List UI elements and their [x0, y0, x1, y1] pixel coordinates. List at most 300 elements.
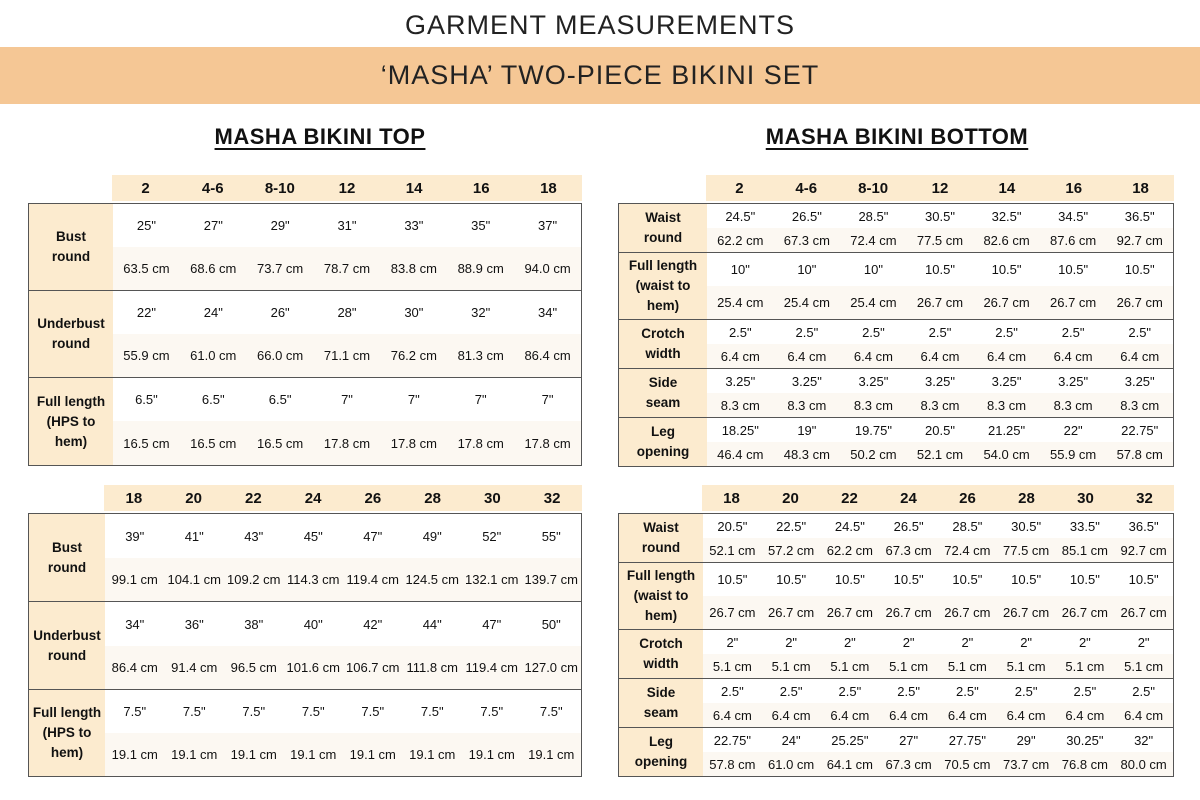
- inch-value: 7": [474, 392, 487, 407]
- size-label: 26: [959, 489, 976, 507]
- row-label: [29, 204, 113, 290]
- inch-value: 7.5": [420, 704, 444, 719]
- cm-value: 62.2 cm: [821, 538, 880, 562]
- cm-value: 67.3 cm: [774, 228, 841, 252]
- size-header: [112, 175, 582, 201]
- cm-value: 119.4 cm: [462, 646, 522, 689]
- row-values: [105, 602, 581, 689]
- cm-value: 6.4 cm: [1106, 344, 1173, 368]
- row-label: [619, 728, 703, 776]
- inch-value: 7.5": [242, 704, 266, 719]
- row-values: [105, 690, 581, 776]
- measurement-row: [619, 204, 1173, 253]
- inch-value: 22.75": [1121, 422, 1159, 438]
- cm-value: 26.7 cm: [762, 596, 821, 629]
- cm-value: 83.8 cm: [380, 247, 447, 290]
- cm-value: 26.7 cm: [821, 596, 880, 629]
- row-label-line: (HPS to: [42, 725, 92, 740]
- cm-value: 8.3 cm: [707, 393, 774, 417]
- inch-value: 24.5": [725, 208, 756, 224]
- inch-value: 2.5": [862, 324, 885, 340]
- cm-value: 92.7 cm: [1106, 228, 1173, 252]
- inch-value: 22": [1063, 422, 1083, 438]
- row-label-line: Waist: [645, 210, 681, 225]
- inch-value: 2": [843, 634, 856, 650]
- inch-value: 22.75": [713, 732, 751, 748]
- cm-value: 6.4 cm: [879, 703, 938, 727]
- inch-value: 26.5": [791, 208, 822, 224]
- inch-value: 18.25": [721, 422, 759, 438]
- row-label-line: round: [47, 647, 87, 663]
- inch-value: 10": [797, 262, 817, 277]
- inch-value: 39": [125, 528, 145, 544]
- inch-value: 2": [726, 634, 739, 650]
- inch-value: 38": [244, 616, 264, 632]
- size-label: 8-10: [858, 179, 889, 197]
- size-label: 4-6: [201, 179, 224, 197]
- row-label: [619, 253, 707, 319]
- cm-value: 17.8 cm: [514, 421, 581, 465]
- cm-value: 106.7 cm: [343, 646, 403, 689]
- cm-value: 109.2 cm: [224, 558, 284, 601]
- inch-value: 2": [961, 634, 974, 650]
- cm-value: 8.3 cm: [840, 393, 907, 417]
- size-label: 16: [472, 179, 490, 197]
- inch-value: 20.5": [925, 422, 955, 438]
- size-label: 24: [900, 489, 917, 507]
- row-label-line: Side: [646, 685, 676, 700]
- cm-value: 26.7 cm: [703, 596, 762, 629]
- cm-value: 6.4 cm: [938, 703, 997, 727]
- cm-value: 6.4 cm: [762, 703, 821, 727]
- cm-value: 19.1 cm: [105, 733, 165, 776]
- cm-value: 5.1 cm: [879, 654, 938, 678]
- inch-value: 26": [270, 305, 290, 320]
- row-label-line: seam: [645, 395, 681, 410]
- inch-value: 30.25": [1066, 732, 1104, 748]
- cm-value: 62.2 cm: [707, 228, 774, 252]
- cm-value: 6.4 cm: [1056, 703, 1115, 727]
- measurement-row: [29, 514, 581, 602]
- row-label-line: (waist to: [633, 588, 689, 603]
- cm-value: 50.2 cm: [840, 442, 907, 466]
- cm-value: 5.1 cm: [703, 654, 762, 678]
- row-label-line: round: [47, 559, 87, 575]
- row-label-line: round: [51, 249, 91, 264]
- cm-value: 76.8 cm: [1056, 752, 1115, 776]
- inch-value: 2.5": [956, 683, 979, 699]
- inch-value: 49": [422, 528, 442, 544]
- inch-value: 2.5": [1073, 683, 1097, 699]
- cm-value: 25.4 cm: [840, 286, 907, 319]
- inch-value: 3.25": [1058, 373, 1089, 389]
- row-label-line: round: [643, 230, 683, 245]
- inch-value: 2.5": [728, 324, 752, 340]
- row-values: [707, 204, 1173, 252]
- cm-value: 26.7 cm: [879, 596, 938, 629]
- row-values: [707, 418, 1173, 466]
- row-label-line: hem): [644, 608, 678, 623]
- inch-value: 10.5": [1069, 572, 1100, 587]
- row-values: [105, 514, 581, 601]
- row-label: [29, 291, 113, 377]
- inch-value: 55": [541, 528, 561, 544]
- measurement-row: [619, 728, 1173, 776]
- cm-value: 71.1 cm: [314, 334, 381, 377]
- cm-value: 6.4 cm: [821, 703, 880, 727]
- size-label: 32: [1136, 489, 1153, 507]
- cm-value: 55.9 cm: [113, 334, 180, 377]
- measurement-row: [619, 418, 1173, 466]
- row-values: [113, 378, 581, 465]
- product-banner: ‘MASHA’ TWO-PIECE BIKINI SET: [0, 47, 1200, 104]
- inch-value: 40": [303, 616, 323, 632]
- row-label: [29, 378, 113, 465]
- cm-value: 6.4 cm: [840, 344, 907, 368]
- inch-value: 6.5": [135, 392, 158, 407]
- cm-value: 68.6 cm: [180, 247, 247, 290]
- measurement-row: [619, 320, 1173, 369]
- inch-value: 10.5": [925, 262, 955, 277]
- cm-value: 52.1 cm: [703, 538, 762, 562]
- inch-value: 2.5": [995, 324, 1018, 340]
- cm-value: 76.2 cm: [380, 334, 447, 377]
- row-label: [619, 630, 703, 678]
- cm-value: 26.7 cm: [938, 596, 997, 629]
- measurement-row: [619, 630, 1173, 679]
- size-header: [706, 175, 1174, 201]
- row-label-line: (waist to: [635, 278, 691, 293]
- row-label: [619, 514, 703, 562]
- inch-value: 2.5": [1061, 324, 1085, 340]
- cm-value: 5.1 cm: [821, 654, 880, 678]
- row-label: [619, 204, 707, 252]
- inch-value: 30.5": [1011, 518, 1042, 534]
- cm-value: 66.0 cm: [247, 334, 314, 377]
- inch-value: 25.25": [831, 732, 869, 748]
- inch-value: 7": [407, 392, 420, 407]
- inch-value: 2.5": [1128, 324, 1152, 340]
- row-values: [703, 563, 1173, 629]
- row-label-line: seam: [643, 705, 679, 720]
- row-label-line: hem): [50, 745, 84, 760]
- inch-value: 10.5": [991, 262, 1022, 277]
- inch-value: 10": [730, 262, 750, 277]
- inch-value: 28.5": [858, 208, 889, 224]
- cm-value: 80.0 cm: [1114, 752, 1173, 776]
- row-label-line: Crotch: [641, 326, 685, 341]
- cm-value: 19.1 cm: [403, 733, 463, 776]
- inch-value: 7": [541, 392, 554, 407]
- inch-value: 3.25": [1124, 373, 1155, 389]
- cm-value: 5.1 cm: [997, 654, 1056, 678]
- inch-value: 27.75": [948, 732, 986, 748]
- inch-value: 43": [244, 528, 264, 544]
- inch-value: 2.5": [897, 683, 920, 699]
- cm-value: 6.4 cm: [774, 344, 841, 368]
- cm-value: 57.8 cm: [703, 752, 762, 776]
- cm-value: 82.6 cm: [973, 228, 1040, 252]
- row-label-line: Crotch: [639, 636, 683, 651]
- size-label: 22: [841, 489, 858, 507]
- cm-value: 99.1 cm: [105, 558, 165, 601]
- cm-value: 19.1 cm: [343, 733, 403, 776]
- cm-value: 114.3 cm: [284, 558, 344, 601]
- row-values: [703, 630, 1173, 678]
- size-label: 14: [998, 179, 1016, 197]
- cm-value: 5.1 cm: [1114, 654, 1173, 678]
- cm-value: 16.5 cm: [247, 421, 314, 465]
- top-heading: MASHA BIKINI TOP: [214, 124, 426, 149]
- row-values: [703, 679, 1173, 727]
- row-label-line: Full length: [628, 258, 698, 273]
- cm-value: 6.4 cm: [973, 344, 1040, 368]
- size-label: 30: [484, 489, 501, 507]
- size-label: 28: [424, 489, 441, 507]
- cm-value: 8.3 cm: [907, 393, 974, 417]
- row-label-line: round: [51, 336, 91, 351]
- cm-value: 8.3 cm: [1106, 393, 1173, 417]
- inch-value: 20.5": [717, 518, 748, 534]
- cm-value: 64.1 cm: [821, 752, 880, 776]
- cm-value: 26.7 cm: [1040, 286, 1107, 319]
- cm-value: 8.3 cm: [1040, 393, 1107, 417]
- inch-value: 22.5": [776, 518, 807, 534]
- page-title: GARMENT MEASUREMENTS: [404, 10, 796, 40]
- cm-value: 92.7 cm: [1114, 538, 1173, 562]
- inch-value: 34": [125, 616, 145, 632]
- inch-value: 10.5": [1058, 262, 1089, 277]
- inch-value: 34": [538, 305, 558, 320]
- size-header: [104, 485, 582, 511]
- inch-value: 32.5": [991, 208, 1022, 224]
- size-label: 18: [1132, 179, 1149, 197]
- inch-value: 27": [899, 732, 919, 748]
- cm-value: 85.1 cm: [1056, 538, 1115, 562]
- inch-value: 21.25": [987, 422, 1026, 438]
- cm-value: 8.3 cm: [774, 393, 841, 417]
- row-label-line: Leg: [650, 424, 675, 439]
- row-label: [29, 602, 105, 689]
- cm-value: 67.3 cm: [879, 752, 938, 776]
- inch-value: 10.5": [1011, 572, 1042, 587]
- inch-value: 37": [538, 218, 558, 233]
- row-values: [707, 320, 1173, 368]
- row-values: [707, 253, 1173, 319]
- size-label: 28: [1018, 489, 1035, 507]
- row-label-line: Leg: [648, 734, 673, 749]
- inch-value: 2": [902, 634, 915, 650]
- measurement-row: [29, 204, 581, 291]
- inch-value: 41": [184, 528, 204, 544]
- row-label-line: Waist: [643, 520, 679, 535]
- size-header: [702, 485, 1174, 511]
- inch-value: 3.25": [791, 373, 822, 389]
- cm-value: 78.7 cm: [314, 247, 381, 290]
- row-label-line: width: [645, 346, 681, 361]
- cm-value: 16.5 cm: [180, 421, 247, 465]
- inch-value: 7": [341, 392, 353, 407]
- inch-value: 36.5": [1128, 518, 1159, 534]
- cm-value: 26.7 cm: [997, 596, 1056, 629]
- inch-value: 3.25": [925, 373, 955, 389]
- cm-value: 17.8 cm: [380, 421, 447, 465]
- inch-value: 7.5": [480, 704, 504, 719]
- inch-value: 36.5": [1124, 208, 1155, 224]
- inch-value: 2.5": [779, 683, 803, 699]
- cm-value: 19.1 cm: [522, 733, 582, 776]
- row-label: [29, 514, 105, 601]
- row-label-line: hem): [646, 298, 680, 313]
- cm-value: 94.0 cm: [514, 247, 581, 290]
- inch-value: 10.5": [893, 572, 924, 587]
- cm-value: 57.8 cm: [1106, 442, 1173, 466]
- cm-value: 25.4 cm: [707, 286, 774, 319]
- inch-value: 28.5": [952, 518, 983, 534]
- inch-value: 22": [136, 305, 156, 320]
- cm-value: 61.0 cm: [762, 752, 821, 776]
- cm-value: 127.0 cm: [522, 646, 582, 689]
- row-label-line: (HPS to hem): [46, 413, 96, 449]
- inch-value: 45": [303, 528, 323, 544]
- cm-value: 6.4 cm: [907, 344, 974, 368]
- row-label-line: Full length: [626, 568, 696, 583]
- inch-value: 32": [1134, 732, 1154, 748]
- row-label-line: Full length: [36, 393, 106, 409]
- cm-value: 86.4 cm: [514, 334, 581, 377]
- bottom-heading: MASHA BIKINI BOTTOM: [765, 124, 1029, 149]
- inch-value: 33": [404, 218, 424, 233]
- size-label: 2: [735, 179, 744, 197]
- measurement-table: [618, 513, 1174, 777]
- cm-value: 132.1 cm: [462, 558, 522, 601]
- size-label: 24: [304, 489, 322, 507]
- cm-value: 104.1 cm: [165, 558, 225, 601]
- cm-value: 25.4 cm: [774, 286, 841, 319]
- cm-value: 17.8 cm: [447, 421, 514, 465]
- inch-value: 36": [184, 616, 204, 632]
- inch-value: 28": [337, 305, 357, 320]
- inch-value: 6.5": [268, 392, 292, 407]
- row-label: [619, 679, 703, 727]
- size-label: 18: [540, 179, 557, 197]
- cm-value: 5.1 cm: [938, 654, 997, 678]
- measurement-row: [619, 369, 1173, 418]
- inch-value: 7.5": [539, 704, 563, 719]
- cm-value: 19.1 cm: [224, 733, 284, 776]
- cm-value: 57.2 cm: [762, 538, 821, 562]
- size-label: 8-10: [264, 179, 295, 197]
- row-label-line: Full length: [32, 705, 102, 720]
- inch-value: 52": [482, 528, 502, 544]
- row-label: [619, 418, 707, 466]
- cm-value: 111.8 cm: [403, 646, 463, 689]
- size-label: 2: [141, 179, 150, 197]
- cm-value: 8.3 cm: [973, 393, 1040, 417]
- size-label: 30: [1077, 489, 1094, 507]
- inch-value: 33.5": [1069, 518, 1100, 534]
- cm-value: 5.1 cm: [762, 654, 821, 678]
- row-label-line: Side: [648, 375, 678, 390]
- inch-value: 2": [785, 634, 798, 650]
- inch-value: 10.5": [952, 572, 983, 587]
- measurement-row: [619, 679, 1173, 728]
- cm-value: 87.6 cm: [1040, 228, 1107, 252]
- measurement-row: [29, 690, 581, 776]
- cm-value: 119.4 cm: [343, 558, 403, 601]
- inch-value: 34.5": [1058, 208, 1089, 224]
- cm-value: 48.3 cm: [774, 442, 841, 466]
- cm-value: 77.5 cm: [997, 538, 1056, 562]
- row-values: [113, 291, 581, 377]
- row-label: [619, 369, 707, 417]
- row-label-line: opening: [634, 754, 688, 769]
- cm-value: 81.3 cm: [447, 334, 514, 377]
- inch-value: 2.5": [795, 324, 819, 340]
- cm-value: 26.7 cm: [907, 286, 974, 319]
- cm-value: 6.4 cm: [707, 344, 774, 368]
- measurement-row: [619, 563, 1173, 630]
- row-label-line: Bust: [56, 229, 86, 244]
- inch-value: 10.5": [776, 572, 807, 587]
- cm-value: 72.4 cm: [840, 228, 907, 252]
- cm-value: 91.4 cm: [165, 646, 225, 689]
- row-values: [703, 728, 1173, 776]
- inch-value: 30.5": [925, 208, 955, 224]
- measurement-row: [619, 514, 1173, 563]
- inch-value: 44": [422, 616, 442, 632]
- cm-value: 86.4 cm: [105, 646, 165, 689]
- inch-value: 19": [797, 422, 817, 438]
- row-values: [113, 204, 581, 290]
- row-label-line: opening: [636, 444, 690, 459]
- inch-value: 3.25": [725, 373, 756, 389]
- inch-value: 24": [203, 305, 223, 320]
- cm-value: 88.9 cm: [447, 247, 514, 290]
- row-label: [29, 690, 105, 776]
- cm-value: 73.7 cm: [247, 247, 314, 290]
- inch-value: 29": [1016, 732, 1036, 748]
- cm-value: 16.5 cm: [113, 421, 180, 465]
- inch-value: 2": [1020, 634, 1033, 650]
- inch-value: 35": [471, 218, 491, 233]
- inch-value: 26.5": [893, 518, 924, 534]
- inch-value: 6.5": [201, 392, 225, 407]
- measurement-table: [618, 203, 1174, 467]
- size-label: 12: [338, 179, 356, 197]
- measurement-row: [29, 378, 581, 465]
- cm-value: 46.4 cm: [707, 442, 774, 466]
- measurement-row: [29, 291, 581, 378]
- inch-value: 47": [482, 616, 502, 632]
- size-label: 14: [405, 179, 423, 197]
- inch-value: 47": [363, 528, 383, 544]
- cm-value: 19.1 cm: [284, 733, 344, 776]
- row-label-line: width: [643, 656, 679, 671]
- inch-value: 3.25": [858, 373, 889, 389]
- inch-value: 7.5": [301, 704, 325, 719]
- cm-value: 96.5 cm: [224, 646, 284, 689]
- row-label-line: Underbust: [37, 316, 105, 331]
- inch-value: 30": [404, 305, 424, 320]
- cm-value: 63.5 cm: [113, 247, 180, 290]
- measurement-table: [28, 513, 582, 777]
- row-label: [619, 320, 707, 368]
- cm-value: 6.4 cm: [703, 703, 762, 727]
- cm-value: 77.5 cm: [907, 228, 974, 252]
- cm-value: 55.9 cm: [1040, 442, 1107, 466]
- cm-value: 139.7 cm: [522, 558, 582, 601]
